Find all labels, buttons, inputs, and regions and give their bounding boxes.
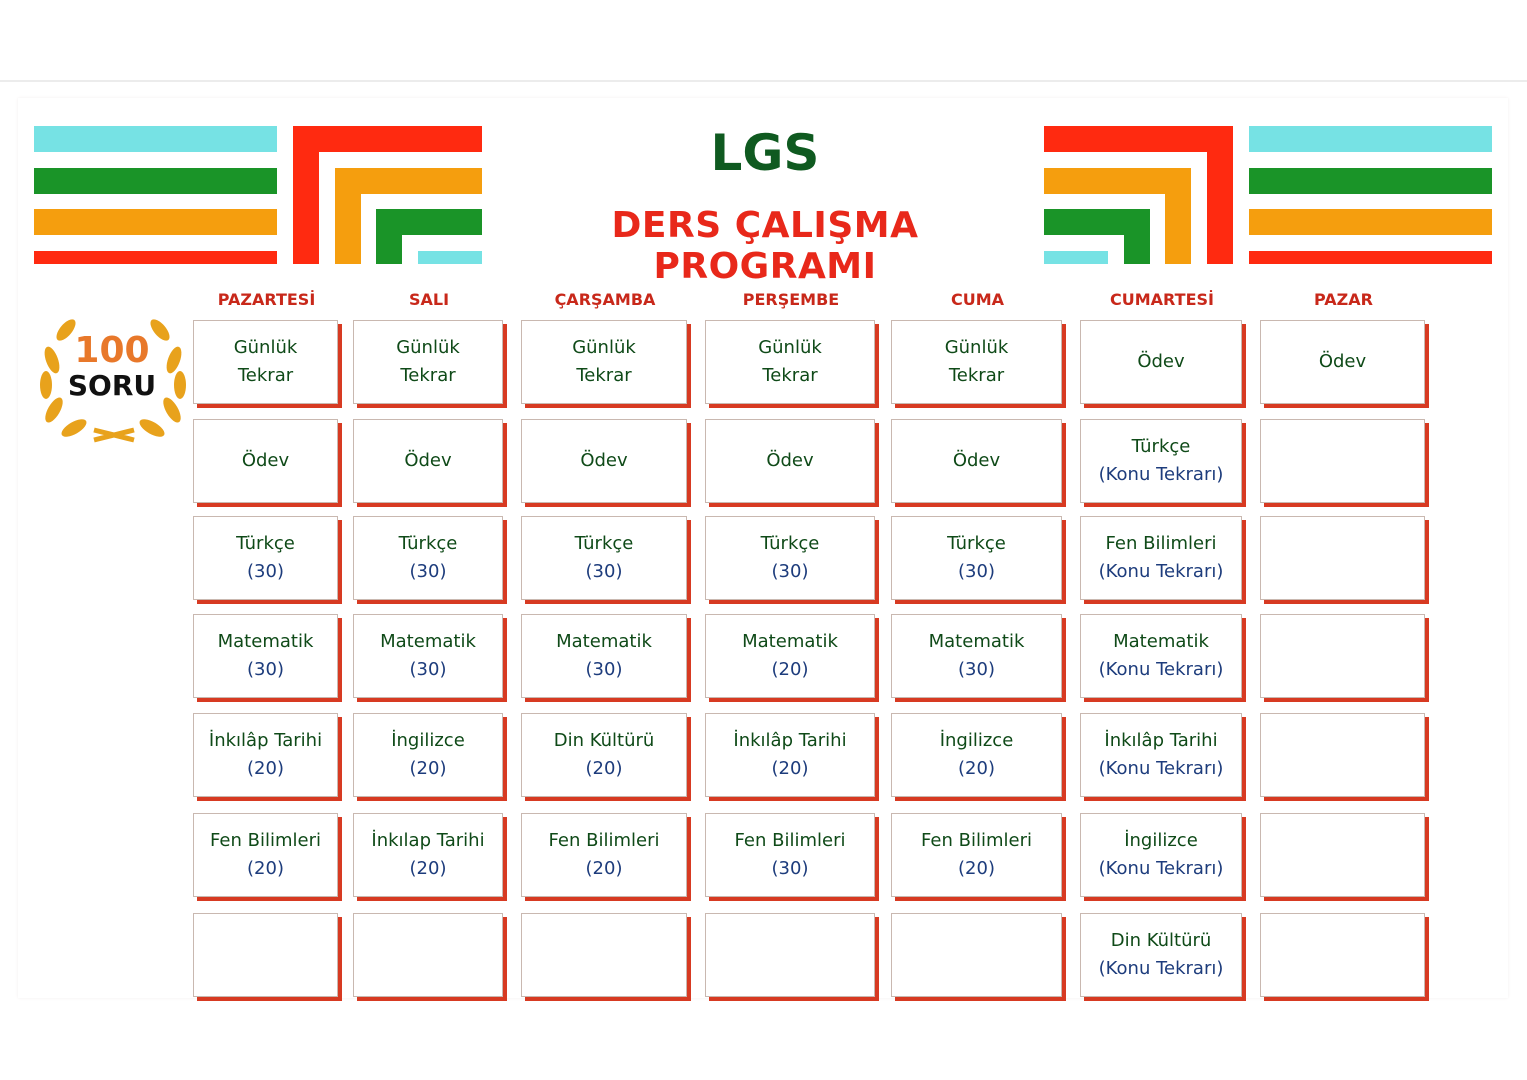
day-header: CUMA <box>950 290 1005 309</box>
cell-subject: Türkçe <box>947 533 1006 554</box>
cell-detail: (30) <box>771 858 809 879</box>
schedule-cell <box>1260 614 1425 698</box>
day-header: PERŞEMBE <box>742 290 840 309</box>
cell-subject: İngilizce <box>391 730 465 751</box>
schedule-cell <box>1260 813 1425 897</box>
schedule-cell <box>705 713 875 797</box>
schedule-cell <box>193 913 338 997</box>
schedule-cell <box>353 516 503 600</box>
schedule-cell <box>1260 419 1425 503</box>
schedule-cell <box>193 614 338 698</box>
cell-subject: Ödev <box>580 450 628 471</box>
cell-subject: Ödev <box>404 450 452 471</box>
schedule-cell <box>705 419 875 503</box>
schedule-cell <box>353 813 503 897</box>
schedule-cell <box>1260 320 1425 404</box>
cell-subject: Matematik <box>1113 631 1209 652</box>
cell-subject: Ödev <box>952 450 1001 471</box>
cell-detail: (20) <box>409 858 447 879</box>
cell-subject: Türkçe <box>398 533 458 554</box>
schedule-cell <box>353 614 503 698</box>
day-header: PAZARTESİ <box>217 290 316 309</box>
cell-detail: (20) <box>958 758 995 779</box>
cell-subject: İnkılâp Tarihi <box>208 730 323 751</box>
schedule-cell <box>1080 516 1242 600</box>
schedule-cell <box>521 320 687 404</box>
schedule-cell <box>1080 713 1242 797</box>
cell-subject: Ödev <box>241 450 290 471</box>
day-header: CUMARTESİ <box>1110 290 1214 309</box>
schedule-cell <box>193 419 338 503</box>
schedule-cell <box>1080 913 1242 997</box>
cell-subject-line2: Tekrar <box>762 365 818 386</box>
cell-subject-line2: Tekrar <box>576 365 632 386</box>
cell-subject: İngilizce <box>1124 830 1198 851</box>
schedule-cell <box>353 419 503 503</box>
cell-detail: (20) <box>585 758 623 779</box>
cell-subject: Günlük <box>233 337 298 358</box>
cell-subject: Günlük <box>396 337 460 358</box>
cell-subject: Ödev <box>766 450 814 471</box>
schedule-cell <box>521 913 687 997</box>
day-header: SALI <box>408 290 450 309</box>
cell-subject: Din Kültürü <box>1110 930 1212 951</box>
cell-subject: İnkılâp Tarihi <box>733 730 847 751</box>
cell-subject: Fen Bilimleri <box>921 830 1032 851</box>
cell-subject: Türkçe <box>574 533 634 554</box>
top-divider <box>0 80 1527 82</box>
cell-subject: Türkçe <box>1131 436 1191 457</box>
cell-detail: (30) <box>585 561 623 582</box>
cell-subject: Matematik <box>928 631 1025 652</box>
cell-subject: Matematik <box>217 631 314 652</box>
schedule-cell <box>705 516 875 600</box>
schedule-cell <box>705 320 875 404</box>
cell-subject: Türkçe <box>236 533 295 554</box>
cell-detail: (Konu Tekrarı) <box>1098 958 1224 979</box>
schedule-cell <box>521 516 687 600</box>
cell-detail: (30) <box>958 561 995 582</box>
schedule-cell <box>353 713 503 797</box>
page-title: LGS <box>710 124 820 182</box>
cell-subject: Fen Bilimleri <box>548 830 660 851</box>
cell-detail: (20) <box>585 858 623 879</box>
cell-subject: Günlük <box>572 337 636 358</box>
badge-number: 100 <box>74 330 150 371</box>
cell-subject: Fen Bilimleri <box>1105 533 1217 554</box>
laurel-badge <box>34 300 194 450</box>
cell-subject-line2: Tekrar <box>400 365 456 386</box>
schedule-cell <box>891 320 1062 404</box>
schedule-cell <box>705 813 875 897</box>
schedule-cell <box>193 813 338 897</box>
cell-subject: İngilizce <box>939 730 1014 751</box>
cell-subject-line2: Tekrar <box>948 365 1005 386</box>
schedule-cell <box>521 713 687 797</box>
schedule-cell <box>521 614 687 698</box>
cell-subject: Din Kültürü <box>553 730 655 751</box>
cell-detail: (30) <box>409 561 447 582</box>
cell-detail: (Konu Tekrarı) <box>1098 464 1224 485</box>
schedule-cell <box>1260 516 1425 600</box>
cell-detail: (20) <box>771 758 809 779</box>
day-header: PAZAR <box>1314 290 1373 309</box>
schedule-cell <box>891 614 1062 698</box>
cell-subject-line2: Tekrar <box>237 365 294 386</box>
schedule-cell <box>891 713 1062 797</box>
schedule-cell <box>1080 813 1242 897</box>
schedule-cell <box>891 516 1062 600</box>
schedule-cell <box>521 419 687 503</box>
cell-detail: (20) <box>247 858 284 879</box>
cell-detail: (20) <box>247 758 284 779</box>
cell-subject: Türkçe <box>760 533 820 554</box>
cell-subject: Matematik <box>742 631 838 652</box>
cell-detail: (Konu Tekrarı) <box>1098 858 1224 879</box>
cell-detail: (20) <box>958 858 995 879</box>
schedule-cell <box>1080 614 1242 698</box>
schedule-cell <box>1260 713 1425 797</box>
cell-subject: Fen Bilimleri <box>210 830 321 851</box>
cell-detail: (20) <box>771 659 809 680</box>
schedule-cell <box>193 713 338 797</box>
cell-subject: Ödev <box>1318 351 1367 372</box>
cell-subject: Günlük <box>944 337 1009 358</box>
badge-label: SORU <box>67 369 157 402</box>
cell-detail: (30) <box>247 659 284 680</box>
schedule-cell <box>353 320 503 404</box>
cell-subject: Matematik <box>556 631 652 652</box>
cell-detail: (30) <box>585 659 623 680</box>
schedule-cell <box>891 913 1062 997</box>
schedule-cell <box>705 913 875 997</box>
page-subtitle: DERS ÇALIŞMA PROGRAMI <box>611 205 919 287</box>
cell-subject: İnkılâp Tarihi <box>1104 730 1218 751</box>
schedule-cell <box>1080 419 1242 503</box>
cell-subject: Matematik <box>380 631 476 652</box>
schedule-cell <box>353 913 503 997</box>
schedule-cell <box>193 516 338 600</box>
schedule-cell <box>521 813 687 897</box>
schedule-cell <box>891 419 1062 503</box>
cell-subject: Ödev <box>1137 351 1185 372</box>
cell-detail: (Konu Tekrarı) <box>1098 659 1224 680</box>
schedule-cell <box>891 813 1062 897</box>
cell-subject: Günlük <box>758 337 822 358</box>
cell-detail: (30) <box>958 659 995 680</box>
day-header: ÇARŞAMBA <box>554 290 656 309</box>
schedule-cell <box>705 614 875 698</box>
cell-detail: (30) <box>771 561 809 582</box>
schedule-cell <box>1080 320 1242 404</box>
schedule-cell <box>1260 913 1425 997</box>
cell-detail: (20) <box>409 758 447 779</box>
cell-detail: (30) <box>409 659 447 680</box>
cell-detail: (Konu Tekrarı) <box>1098 561 1224 582</box>
cell-detail: (Konu Tekrarı) <box>1098 758 1224 779</box>
cell-detail: (30) <box>247 561 284 582</box>
cell-subject: İnkılap Tarihi <box>371 830 485 851</box>
schedule-cell <box>193 320 338 404</box>
cell-subject: Fen Bilimleri <box>734 830 846 851</box>
